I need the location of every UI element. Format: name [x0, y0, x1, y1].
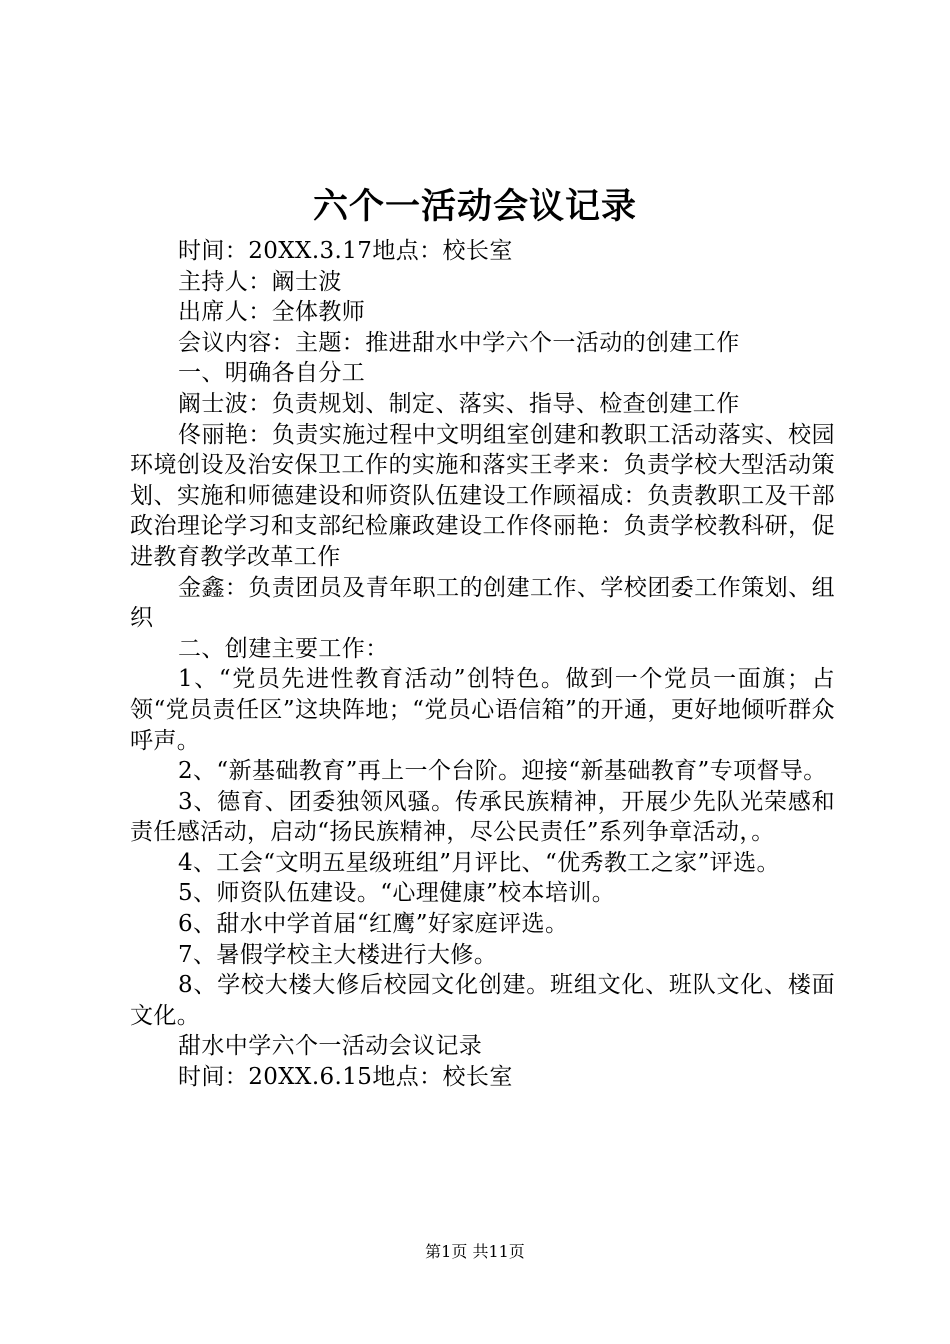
work-item: 8、学校大楼大修后校园文化创建。班组文化、班队文化、楼面文化。	[130, 972, 835, 1029]
section-heading-2: 二、创建主要工作：	[178, 635, 389, 662]
meeting-host: 主持人：阚士波	[178, 268, 342, 295]
section-heading-1: 一、明确各自分工	[178, 360, 366, 387]
work-item: 5、师资队伍建设。“心理健康”校本培训。	[178, 880, 616, 907]
work-item: 7、暑假学校主大楼进行大修。	[178, 941, 498, 968]
document-body	[130, 236, 835, 1093]
duty-paragraph: 佟丽艳：负责实施过程中文明组室创建和教职工活动落实、校园环境创设及治安保卫工作的实施和落实王孝来：负责学校大型活动策划、实施和师德建设和师资队伍建设工作顾福成：负责教职工及干部政治理论学习和支部纪检廉政建设工作佟丽艳：负责学校教科研，促进教育教学改革工作	[130, 421, 835, 570]
page-indicator: 第1页 共11页	[425, 1242, 525, 1261]
work-item: 2、“新基础教育”再上一个台阶。迎接“新基础教育”专项督导。	[178, 758, 827, 785]
duty-paragraph: 阚士波：负责规划、制定、落实、指导、检查创建工作	[178, 390, 740, 417]
subtitle-paragraph: 甜水中学六个一活动会议记录	[178, 1033, 483, 1060]
work-item: 3、德育、团委独领风骚。传承民族精神，开展少先队光荣感和责任感活动，启动“扬民族精神，尽公民责任”系列争章活动，。	[130, 788, 835, 846]
duty-paragraph: 金鑫：负责团员及青年职工的创建工作、学校团委工作策划、组织	[130, 574, 835, 632]
meeting-attendees: 出席人：全体教师	[178, 299, 366, 326]
meeting-time-location: 时间：20XX.6.15地点：校长室	[178, 1064, 513, 1091]
work-item: 1、“党员先进性教育活动”创特色。做到一个党员一面旗；占领“党员责任区”这块阵地；“党员心语信箱”的开通，更好地倾听群众呼声。	[130, 666, 835, 754]
meeting-content: 会议内容：主题：推进甜水中学六个一活动的创建工作	[178, 329, 740, 356]
work-item: 4、工会“文明五星级班组”月评比、“优秀教工之家”评选。	[178, 849, 780, 876]
document-title: 六个一活动会议记录	[312, 186, 637, 227]
work-item: 6、甜水中学首届“红鹰”好家庭评选。	[178, 911, 569, 938]
meeting-time-location: 时间：20XX.3.17地点：校长室	[178, 238, 513, 264]
